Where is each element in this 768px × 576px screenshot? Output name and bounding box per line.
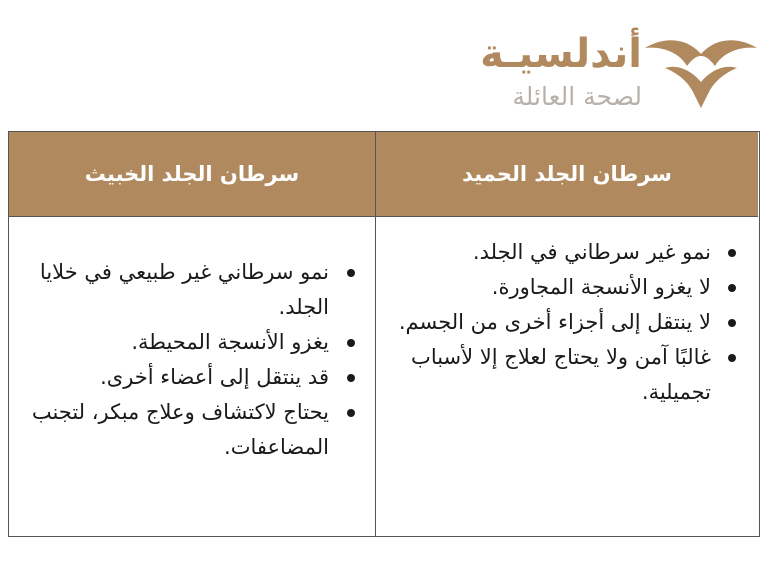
bullet-icon [728,249,736,257]
bullet-icon [347,339,355,347]
bullet-icon [728,284,736,292]
malignant-column [9,132,375,536]
benign-list [376,235,758,410]
benign-column-header [376,132,758,217]
benign-column-body [376,217,758,410]
list-item: لا ينتقل إلى أجزاء أخرى من الجسم. [376,305,758,340]
malignant-column-body [9,217,375,465]
malignant-header-label: سرطان الجلد الخبيث [84,162,300,186]
benign-header-label: سرطان الجلد الحميد [462,162,672,186]
list-item: يحتاج لاكتشاف وعلاج مبكر، لتجنب المضاعفات. [9,395,375,465]
andalusia-logo-icon [643,34,759,110]
bullet-icon [728,354,736,362]
brand-name: أندلسيـة [480,31,642,77]
bullet-icon [728,319,736,327]
list-item: نمو غير سرطاني في الجلد. [376,235,758,270]
bullet-icon [347,409,355,417]
bullet-icon [347,269,355,277]
list-item: لا يغزو الأنسجة المجاورة. [376,270,758,305]
brand-logo [455,30,760,120]
malignant-column-header [9,132,375,217]
brand-tagline: لصحة العائلة [512,82,642,111]
list-item: غالبًا آمن ولا يحتاج لعلاج إلا لأسباب تجميلية. [376,340,758,410]
malignant-list [9,255,375,465]
benign-column [375,132,758,536]
list-item: قد ينتقل إلى أعضاء أخرى. [9,360,375,395]
comparison-table [8,131,760,537]
bullet-icon [347,374,355,382]
list-item: نمو سرطاني غير طبيعي في خلايا الجلد. [9,255,375,325]
list-item: يغزو الأنسجة المحيطة. [9,325,375,360]
